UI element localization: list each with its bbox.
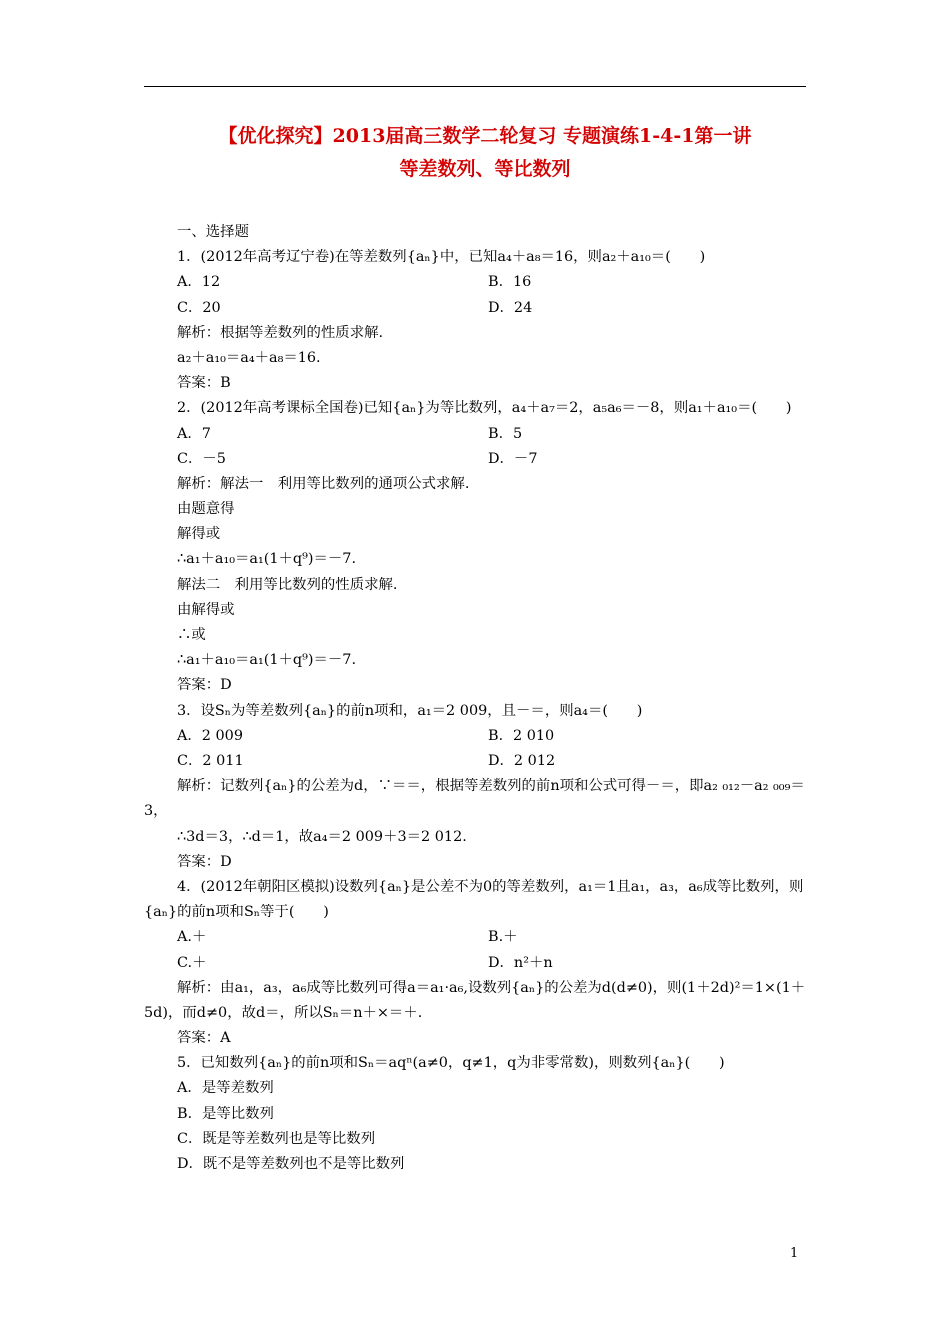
- solution-line: 解析：根据等差数列的性质求解.: [177, 324, 384, 341]
- solution-line: ∴或: [177, 627, 206, 644]
- title-line-1: 【优化探究】2013届高三数学二轮复习 专题演练1-4-1第一讲: [218, 125, 752, 147]
- option: C．2 011: [177, 752, 244, 769]
- solution-line: 由题意得: [177, 501, 235, 518]
- question-1-options-ab: [144, 270, 806, 295]
- question-3-options-ab: [144, 724, 806, 749]
- option: D．既不是等差数列也不是等比数列: [177, 1156, 405, 1173]
- document-body: [144, 220, 806, 1177]
- option: B.＋: [488, 929, 518, 946]
- section-heading: 一、选择题: [177, 224, 249, 240]
- solution-line: a₂＋a₁₀＝a₄＋a₈＝16.: [177, 349, 321, 366]
- option: B．是等比数列: [177, 1105, 274, 1122]
- question-4-options-ab: [144, 925, 806, 950]
- question-2: 2．(2012年高考课标全国卷)已知{aₙ}为等比数列，a₄＋a₇＝2，a₅a₆＝－8，则a₁＋a₁₀＝( ): [177, 400, 792, 417]
- answer-line: 答案：A: [177, 1030, 231, 1047]
- solution-line: 解析：由a₁，a₃，a₆成等比数列可得a＝a₁·a₆,设数列{aₙ}的公差为d(d≠0)，则(1＋2d)²＝1×(1＋5d)，而d≠0，故d＝，所以Sₙ＝n＋×＝＋.: [144, 979, 806, 1021]
- solution-line: 解析：解法一 利用等比数列的通项公式求解.: [177, 475, 470, 492]
- question-1: 1．(2012年高考辽宁卷)在等差数列{aₙ}中，已知a₄＋a₈＝16，则a₂＋a₁₀＝( ): [177, 249, 706, 266]
- question-3: 3．设Sₙ为等差数列{aₙ}的前n项和，a₁＝2 009，且－＝，则a₄＝( ): [177, 702, 643, 719]
- option: C．20: [177, 299, 221, 316]
- option: A．12: [177, 274, 221, 291]
- option: C．既是等差数列也是等比数列: [177, 1130, 376, 1147]
- solution-line: 解析：记数列{aₙ}的公差为d，∵＝＝，根据等差数列的前n项和公式可得－＝，即a₂ ₀₁₂－a₂ ₀₀₉＝3，: [144, 778, 805, 820]
- option: B．16: [488, 274, 532, 291]
- page-number: 1: [790, 1246, 799, 1261]
- option: A．2 009: [177, 727, 243, 744]
- question-2-options-ab: [144, 422, 806, 447]
- option: C．－5: [177, 450, 226, 467]
- title-line-2: 等差数列、等比数列: [399, 158, 571, 180]
- question-5: 5．已知数列{aₙ}的前n项和Sₙ＝aqⁿ(a≠0，q≠1，q为非零常数)，则数列{aₙ}( ): [177, 1055, 725, 1072]
- solution-line: ∴3d＝3，∴d＝1，故a₄＝2 009＋3＝2 012.: [177, 828, 467, 845]
- option: D．24: [488, 299, 533, 316]
- solution-line: 解得或: [177, 526, 221, 543]
- option: C.＋: [177, 954, 207, 971]
- answer-line: 答案：D: [177, 853, 232, 870]
- question-4-options-cd: [144, 951, 806, 976]
- header-rule: [144, 86, 806, 87]
- document-title: [140, 120, 810, 186]
- question-4: 4．(2012年朝阳区模拟)设数列{aₙ}是公差不为0的等差数列，a₁＝1且a₁，a₃，a₆成等比数列，则{aₙ}的前n项和Sₙ等于( ): [144, 878, 804, 921]
- option: A.＋: [177, 929, 207, 946]
- option: D．－7: [488, 450, 538, 467]
- option: B．5: [488, 425, 523, 442]
- solution-line: ∴a₁＋a₁₀＝a₁(1＋q⁹)＝－7.: [177, 551, 357, 568]
- question-2-options-cd: [144, 447, 806, 472]
- option: D．2 012: [488, 752, 556, 769]
- option: A．7: [177, 425, 211, 442]
- solution-line: 解法二 利用等比数列的性质求解.: [177, 576, 398, 593]
- question-3-options-cd: [144, 749, 806, 774]
- option: A．是等差数列: [177, 1080, 274, 1097]
- option: D．n²＋n: [488, 954, 553, 971]
- answer-line: 答案：D: [177, 677, 232, 694]
- solution-line: 由解得或: [177, 601, 235, 618]
- answer-line: 答案：B: [177, 375, 231, 392]
- option: B．2 010: [488, 727, 555, 744]
- solution-line: ∴a₁＋a₁₀＝a₁(1＋q⁹)＝－7.: [177, 652, 357, 669]
- question-1-options-cd: [144, 296, 806, 321]
